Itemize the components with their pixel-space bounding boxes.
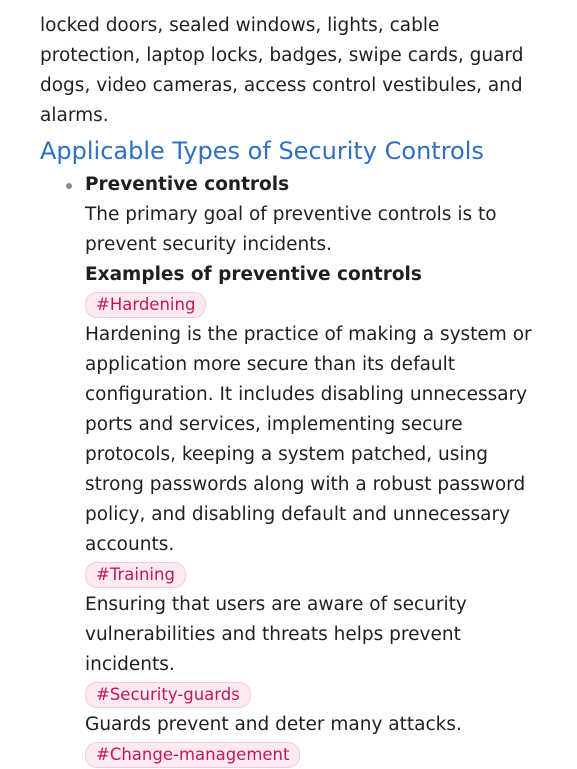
example-text-line: application more secure than its default	[85, 354, 456, 375]
example-text-line: Ensuring that users are aware of security	[85, 594, 467, 615]
tag-line	[85, 560, 547, 590]
example-security-guards	[85, 680, 547, 740]
example-text-line: policy, and disabling default and unnecessary	[85, 504, 511, 525]
tag-line	[85, 290, 547, 320]
section-heading: Applicable Types of Security Controls	[40, 137, 484, 165]
tag-line	[85, 680, 547, 710]
controls-list	[40, 170, 547, 769]
list-item-preventive-controls	[85, 170, 547, 769]
example-training	[85, 560, 547, 680]
tag-training[interactable]: #Training	[85, 562, 186, 588]
example-text-line: Guards prevent and deter many attacks.	[85, 714, 462, 735]
item-title: Preventive controls	[85, 174, 290, 195]
tag-line	[85, 740, 547, 769]
example-change-management	[85, 740, 547, 769]
tag-hardening[interactable]: #Hardening	[85, 292, 206, 318]
intro-line: alarms.	[40, 105, 109, 126]
example-text-line: Hardening is the practice of making a system or	[85, 324, 532, 345]
description-line: The primary goal of preventive controls is to	[85, 204, 497, 225]
tag-security-guards[interactable]: #Security-guards	[85, 682, 251, 708]
example-text-line: protocols, keeping a system patched, using	[85, 444, 488, 465]
intro-paragraph	[40, 11, 547, 131]
description-line: prevent security incidents.	[85, 234, 333, 255]
example-text-line: incidents.	[85, 654, 175, 675]
intro-line: protection, laptop locks, badges, swipe cards, guard	[40, 45, 524, 66]
example-text-line: configuration. It includes disabling unnecessary	[85, 384, 528, 405]
example-text-line: ports and services, implementing secure	[85, 414, 463, 435]
intro-line: dogs, video cameras, access control vestibules, and	[40, 75, 523, 96]
examples-title: Examples of preventive controls	[85, 264, 422, 285]
tag-change-management[interactable]: #Change-management	[85, 742, 300, 768]
example-text-line: vulnerabilities and threats helps prevent	[85, 624, 461, 645]
example-text-line: accounts.	[85, 534, 175, 555]
bullet-icon	[66, 183, 72, 189]
example-text-line: strong passwords along with a robust password	[85, 474, 526, 495]
example-hardening	[85, 290, 547, 560]
intro-line: locked doors, sealed windows, lights, cable	[40, 15, 440, 36]
